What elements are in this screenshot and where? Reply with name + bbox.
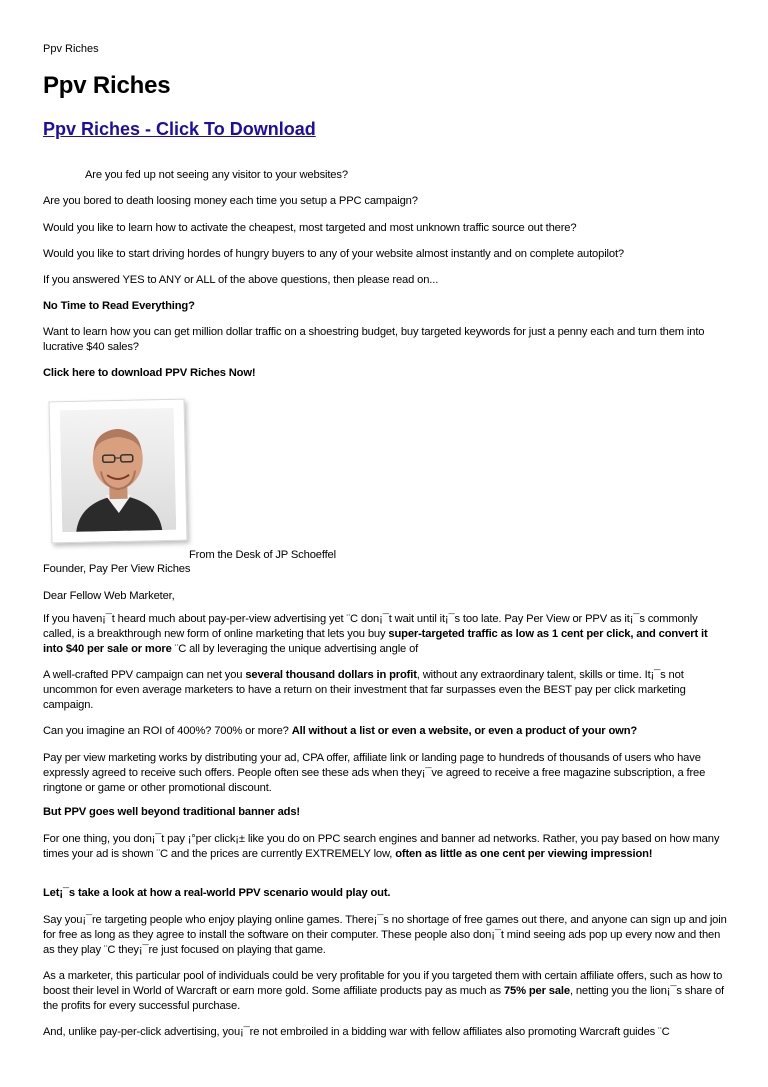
section-heading-ppv-beyond: But PPV goes well beyond traditional banner ads!: [43, 806, 300, 818]
author-desk-line: From the Desk of JP Schoeffel: [189, 549, 336, 561]
body-paragraph-8-text: And, unlike pay-per-click advertising, you¡¯re not embroiled in a bidding war with fellow affiliates also promoting Warcraft guides ¨C: [43, 1026, 670, 1038]
body-paragraph-7-text: As a marketer, this particular pool of individuals could be very profitable for you if you targeted them with certain affiliate offers, such as how to boost their level in World of Warcraft or earn more gold. Some affiliate products pay as much as 75% per sale, netting you the lion¡¯s share of the profits for every successful purchase.: [43, 970, 725, 1012]
body-paragraph-4-text: Pay per view marketing works by distributing your ad, CPA offer, affiliate link or landing page to hundreds of thousands of users who have expressly agreed to receive such offers. People often see these ads when they¡¯ve agreed to receive a free magazine subscription, a free ringtone or game or other promotional discount.: [43, 752, 706, 794]
body-paragraph-7: [43, 969, 727, 1014]
body-paragraph-5: [43, 832, 727, 862]
intro-question-5: [43, 273, 727, 288]
section-heading-scenario: Let¡¯s take a look at how a real-world PPV scenario would play out.: [43, 887, 391, 899]
body-paragraph-2-text: A well-crafted PPV campaign can net you several thousand dollars in profit, without any extraordinary talent, skills or time. It¡¯s not uncommon for even average marketers to have a return on their investment that far surpasses even the BEST pay per click marketing campaign.: [43, 669, 686, 711]
intro-question-1-text: Are you fed up not seeing any visitor to your websites?: [85, 169, 348, 181]
intro-question-5-text: If you answered YES to ANY or ALL of the above questions, then please read on...: [43, 274, 439, 286]
intro-question-2: [43, 194, 727, 209]
intro-question-3: [43, 221, 727, 236]
download-cta[interactable]: Click here to download PPV Riches Now!: [43, 367, 256, 379]
greeting: Dear Fellow Web Marketer,: [43, 590, 175, 602]
author-portrait-image: [60, 408, 177, 532]
body-paragraph-1-text: If you haven¡¯t heard much about pay-per-view advertising yet ¨C don¡¯t wait until it¡¯s too late. Pay Per View or PPV as it¡¯s commonly called, is a breakthrough new form of online marketing that lets you buy super-targeted traffic as low as 1 cent per click, and convert it into $40 per sale or more ¨C all by leveraging the unique advertising angle of: [43, 613, 708, 655]
download-link[interactable]: Ppv Riches - Click To Download: [43, 119, 316, 139]
body-paragraph-2: [43, 668, 727, 713]
body-paragraph-3-text: Can you imagine an ROI of 400%? 700% or more? All without a list or even a website, or even a product of your own?: [43, 725, 638, 737]
pitch-paragraph: [43, 325, 727, 355]
body-paragraph-1: [43, 612, 727, 657]
body-paragraph-5-text: For one thing, you don¡¯t pay ¡°per click¡± like you do on PPC search engines and banner ad networks. Rather, you pay based on how many times your ad is shown ¨C and the prices are currently EXTREMELY low, often as little as one cent per viewing impression!: [43, 833, 720, 860]
section-heading-no-time: No Time to Read Everything?: [43, 300, 195, 312]
intro-question-1: [43, 168, 727, 183]
intro-question-4-text: Would you like to start driving hordes of hungry buyers to any of your website almost instantly and on complete autopilot?: [43, 248, 624, 260]
intro-question-4: [43, 247, 727, 262]
intro-question-3-text: Would you like to learn how to activate the cheapest, most targeted and most unknown traffic source out there?: [43, 222, 577, 234]
running-header: Ppv Riches: [43, 43, 99, 55]
page-title: Ppv Riches: [43, 72, 171, 99]
author-role-line: Founder, Pay Per View Riches: [43, 563, 191, 575]
body-paragraph-8: [43, 1025, 727, 1040]
body-paragraph-6: [43, 913, 727, 958]
body-paragraph-4: [43, 751, 727, 796]
author-photo: [49, 399, 188, 544]
intro-question-2-text: Are you bored to death loosing money each time you setup a PPC campaign?: [43, 195, 418, 207]
pitch-text: Want to learn how you can get million dollar traffic on a shoestring budget, buy targeted keywords for just a penny each and turn them into lucrative $40 sales?: [43, 326, 705, 353]
body-paragraph-3: [43, 724, 727, 739]
body-paragraph-6-text: Say you¡¯re targeting people who enjoy playing online games. There¡¯s no shortage of free games out there, and anyone can sign up and join for free as long as they agree to install the software on their computer. These people also don¡¯t mind seeing ads pop up every now and then as they play ¨C they¡¯re just focused on playing that game.: [43, 914, 727, 956]
